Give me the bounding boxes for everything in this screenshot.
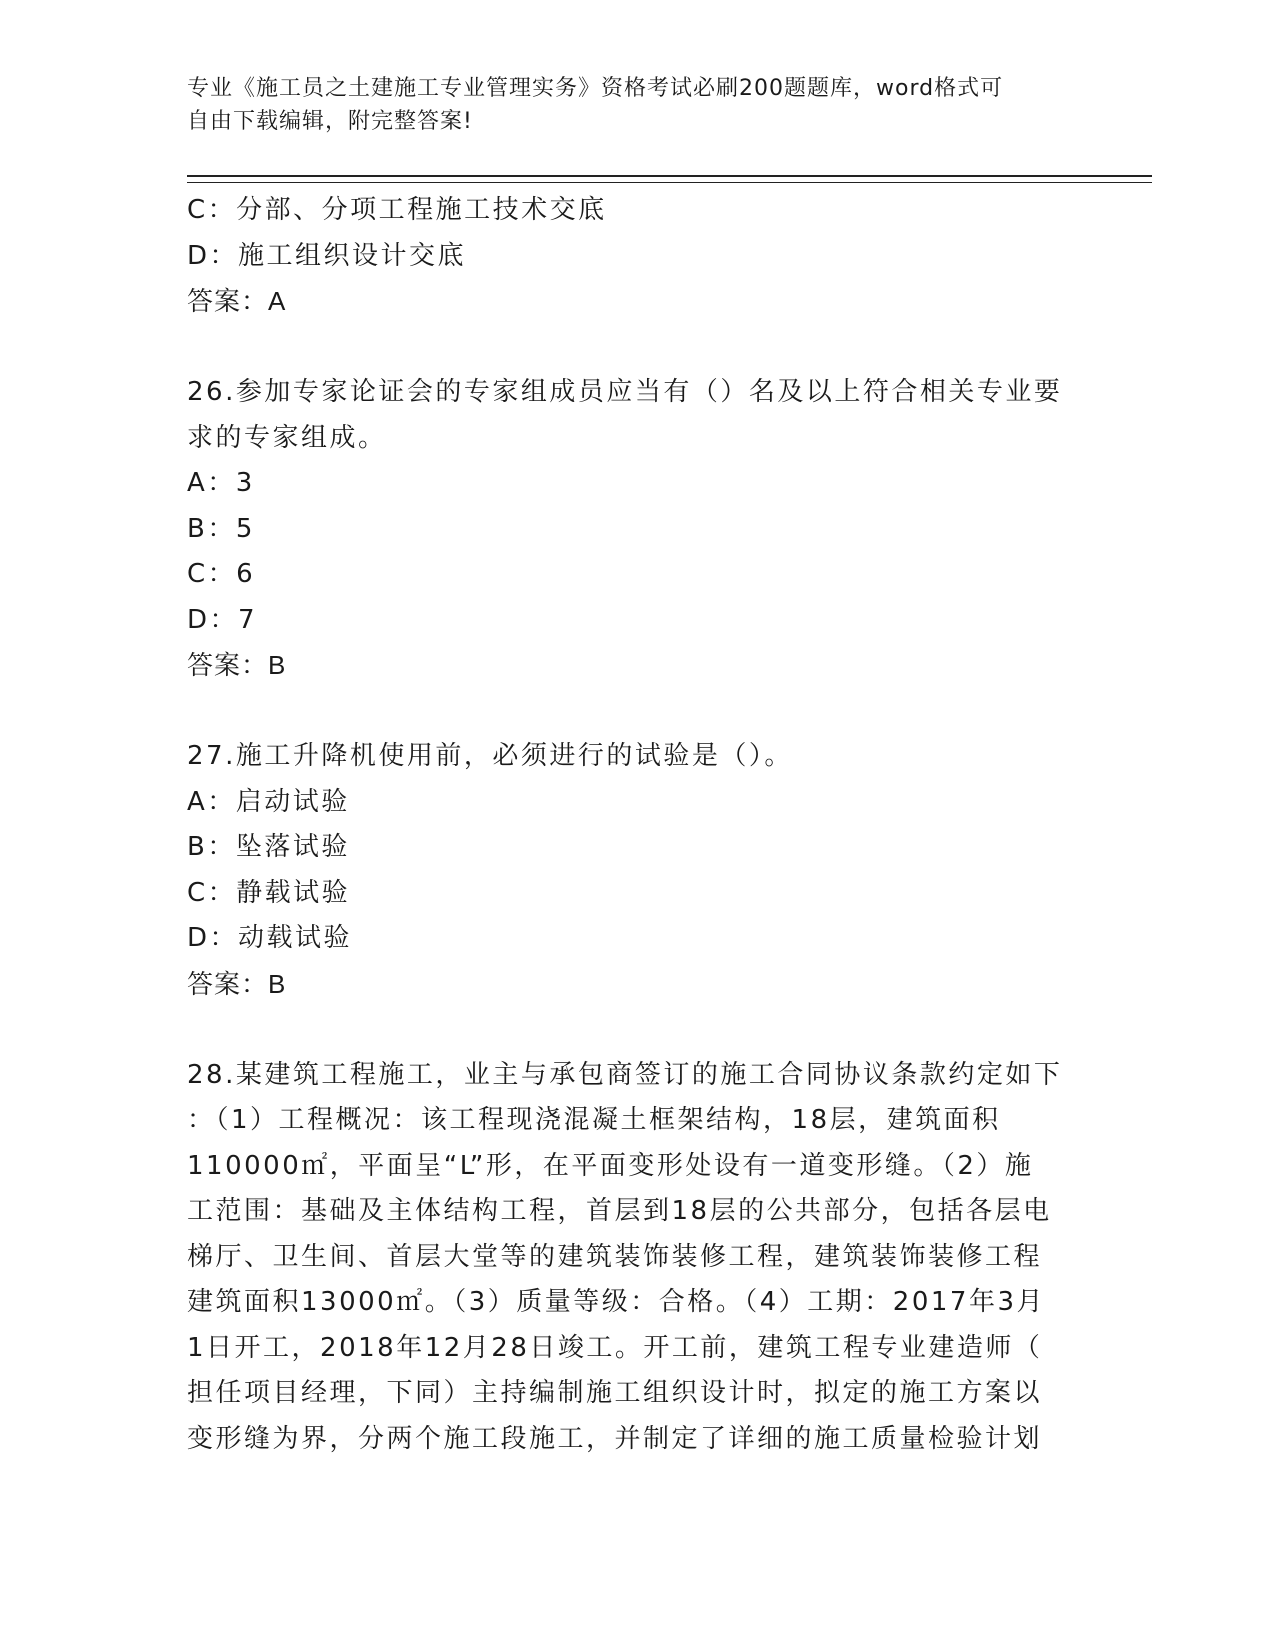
question-text-line: 110000㎡，平面呈“L”形，在平面变形处设有一道变形缝。（2）施: [187, 1150, 1034, 1181]
question-text-line: 梯厅、卫生间、首层大堂等的建筑装饰装修工程，建筑装饰装修工程: [187, 1241, 1043, 1272]
question-text-line: 28.某建筑工程施工，业主与承包商签订的施工合同协议条款约定如下: [187, 1059, 1063, 1090]
option-b: B：坠落试验: [187, 832, 350, 862]
question-list: [187, 188, 1077, 1462]
option-d: D：施工组织设计交底: [187, 240, 467, 271]
option-a: A：启动试验: [187, 786, 350, 817]
question-text-line: 1日开工，2018年12月28日竣工。开工前，建筑工程专业建造师（: [187, 1332, 1043, 1363]
option-a: A：3: [187, 468, 255, 498]
question-stem: 27.施工升降机使用前，必须进行的试验是（）。: [187, 741, 793, 771]
answer: 答案：A: [187, 286, 287, 316]
question-text-line: 变形缝为界，分两个施工段施工，并制定了详细的施工质量检验计划: [187, 1423, 1043, 1454]
spacer: [187, 689, 1077, 735]
option-c: C：分部、分项工程施工技术交底: [187, 195, 607, 225]
question-text-line: 工范围：基础及主体结构工程，首层到18层的公共部分，包括各层电: [187, 1196, 1052, 1226]
option-c: C：6: [187, 559, 256, 589]
question-text-line: ：（1）工程概况：该工程现浇混凝土框架结构，18层，建筑面积: [187, 1105, 1001, 1135]
answer: 答案：B: [187, 968, 287, 999]
question-text-line: 担任项目经理，下同）主持编制施工组织设计时，拟定的施工方案以: [187, 1378, 1043, 1408]
answer: 答案：B: [187, 650, 287, 680]
header-title-line-2: 自由下载编辑，附完整答案!: [187, 109, 473, 134]
option-d: D：7: [187, 604, 258, 635]
option-b: B：5: [187, 513, 255, 544]
option-d: D：动载试验: [187, 923, 353, 953]
option-c: C：静载试验: [187, 877, 351, 908]
header-title-line-1: 专业《施工员之土建施工专业管理实务》资格考试必刷200题题库，word格式可: [187, 76, 1004, 101]
question-25-tail: [187, 188, 1077, 325]
question-26: [187, 370, 1077, 689]
document-header: [187, 72, 1067, 138]
question-stem-line-2: 求的专家组成。: [187, 422, 387, 453]
spacer: [187, 325, 1077, 371]
header-divider-thin: [187, 182, 1152, 183]
spacer: [187, 1007, 1077, 1053]
question-text-line: 建筑面积13000㎡。（3）质量等级：合格。（4）工期：2017年3月: [187, 1287, 1046, 1317]
question-27: [187, 734, 1077, 1007]
question-stem-line-1: 26.参加专家论证会的专家组成员应当有（）名及以上符合相关专业要: [187, 377, 1063, 407]
header-divider-thick: [187, 175, 1152, 177]
question-28: [187, 1053, 1077, 1463]
